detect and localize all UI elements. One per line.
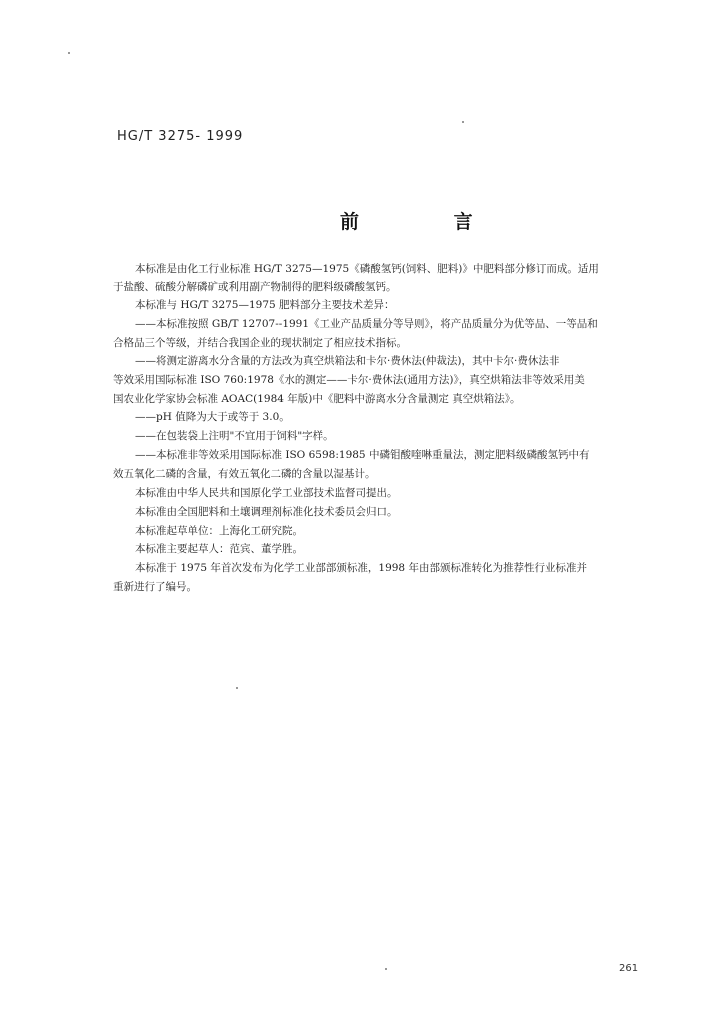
paragraph-line: ——本标准按照 GB/T 12707--1991《工业产品质量分等导则》，将产品质量分为优等品、一等品和 <box>135 318 598 330</box>
paragraph-line: 合格品三个等级，并结合我国企业的现状制定了相应技术指标。 <box>113 337 407 349</box>
standard-code: HG/T 3275- 1999 <box>117 129 244 144</box>
foreword-title: 前 言 <box>340 211 517 233</box>
scan-speck <box>236 687 238 689</box>
paragraph-line: 重新进行了编号。 <box>113 581 197 593</box>
scan-speck <box>385 968 387 970</box>
paragraph-line: 等效采用国际标准 ISO 760:1978《水的测定——卡尔·费休法(通用方法)》，真空烘箱法非等效采用美 <box>113 374 585 386</box>
paragraph-line: 本标准于 1975 年首次发布为化学工业部部颁标准，1998 年由部颁标准转化为推荐性行业标准并 <box>135 562 587 574</box>
paragraph-line: 本标准由全国肥料和土壤调理剂标准化技术委员会归口。 <box>135 506 398 518</box>
paragraph-line: 效五氧化二磷的含量，有效五氧化二磷的含量以湿基计。 <box>113 468 376 480</box>
scan-speck <box>462 121 464 123</box>
paragraph-line: 国农业化学家协会标准 AOAC(1984 年版)中《肥料中游离水分含量测定 真空烘箱法》。 <box>113 393 521 405</box>
paragraph-line: 本标准主要起草人：范宾、董学胜。 <box>135 543 303 555</box>
paragraph-line: 本标准起草单位：上海化工研究院。 <box>135 525 303 537</box>
scan-speck <box>68 52 70 54</box>
paragraph-line: 本标准是由化工行业标准 HG/T 3275—1975《磷酸氢钙(饲料、肥料)》中肥料部分修订而成。适用 <box>135 263 599 275</box>
page-number: 261 <box>619 963 639 974</box>
paragraph-line: ——pH 值降为大于或等于 3.0。 <box>135 411 290 423</box>
paragraph-line: 于盐酸、硫酸分解磷矿或利用副产物制得的肥料级磷酸氢钙。 <box>113 281 397 293</box>
paragraph-line: 本标准与 HG/T 3275—1975 肥料部分主要技术差异： <box>135 299 395 311</box>
paragraph-line: ——在包装袋上注明"不宜用于饲料"字样。 <box>135 430 334 442</box>
paragraph-line: 本标准由中华人民共和国原化学工业部技术监督司提出。 <box>135 487 398 499</box>
paragraph-line: ——将测定游离水分含量的方法改为真空烘箱法和卡尔·费休法(仲裁法)，其中卡尔·费休法非 <box>135 355 560 367</box>
paragraph-line: ——本标准非等效采用国际标准 ISO 6598:1985 中磷钼酸喹啉重量法，测定肥料级磷酸氢钙中有 <box>135 449 590 461</box>
